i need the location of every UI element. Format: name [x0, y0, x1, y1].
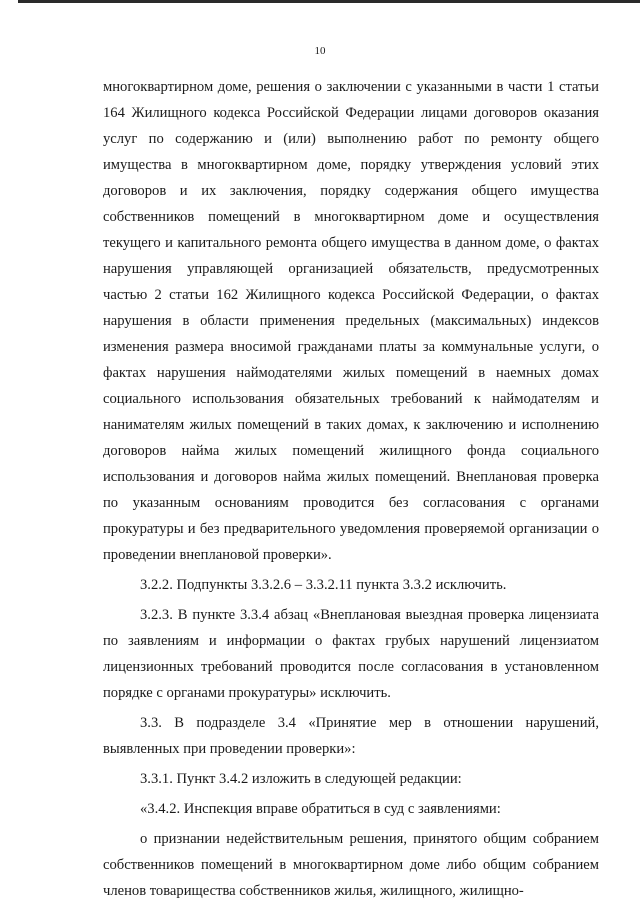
- paragraph-3-3-1: 3.3.1. Пункт 3.4.2 изложить в следующей редакции:: [140, 771, 462, 787]
- paragraph-3-3: 3.3. В подразделе 3.4 «Принятие мер в отношении нарушений, выявленных при проведении проверки»:: [103, 715, 599, 757]
- document-body: [103, 74, 599, 904]
- paragraph-3-2-2: 3.2.2. Подпункты 3.3.2.6 – 3.3.2.11 пункта 3.3.2 исключить.: [140, 577, 507, 593]
- paragraph-3-4-2: «3.4.2. Инспекция вправе обратиться в суд с заявлениями:: [140, 801, 501, 817]
- paragraph-invalidation-clause: о признании недействительным решения, принятого общим собранием собственников помещений в многоквартирном доме либо общим собранием членов товарищества собственников жилья, жилищного, жилищно-: [103, 831, 599, 899]
- page-top-border: [18, 0, 640, 3]
- paragraph-continuation: многоквартирном доме, решения о заключении с указанными в части 1 статьи 164 Жилищного кодекса Российской Федерации лицами договоров оказания услуг по содержанию и (или) выполнению работ по ремонту общего имущества в многоквартирном доме, порядку утверждения условий этих договоров и их заключения, порядку содержания общего имущества собственников помещений в многоквартирном доме и осуществления текущего и капитального ремонта общего имущества в данном доме, о фактах нарушения управляющей организацией обязательств, предусмотренных частью 2 статьи 162 Жилищного кодекса Российской Федерации, о фактах нарушения в области применения предельных (максимальных) индексов изменения размера вносимой гражданами платы за коммунальные услуги, о фактах нарушения наймодателями жилых помещений в наемных домах социального использования обязательных требований к наймодателям и нанимателям жилых помещений в таких домах, к заключению и исполнению договоров найма жилых помещений жилищного фонда социального использования и договоров найма жилых помещений. Внеплановая проверка по указанным основаниям проводится без согласования с органами прокуратуры и без предварительного уведомления проверяемой организации о проведении внеплановой проверки».: [103, 79, 599, 563]
- page-number: 10: [314, 45, 326, 57]
- paragraph-3-2-3: 3.2.3. В пункте 3.3.4 абзац «Внеплановая выездная проверка лицензиата по заявлениям и информации о фактах грубых нарушений лицензиатом лицензионных требований проводится после согласования в установленном порядке с органами прокуратуры» исключить.: [103, 607, 599, 701]
